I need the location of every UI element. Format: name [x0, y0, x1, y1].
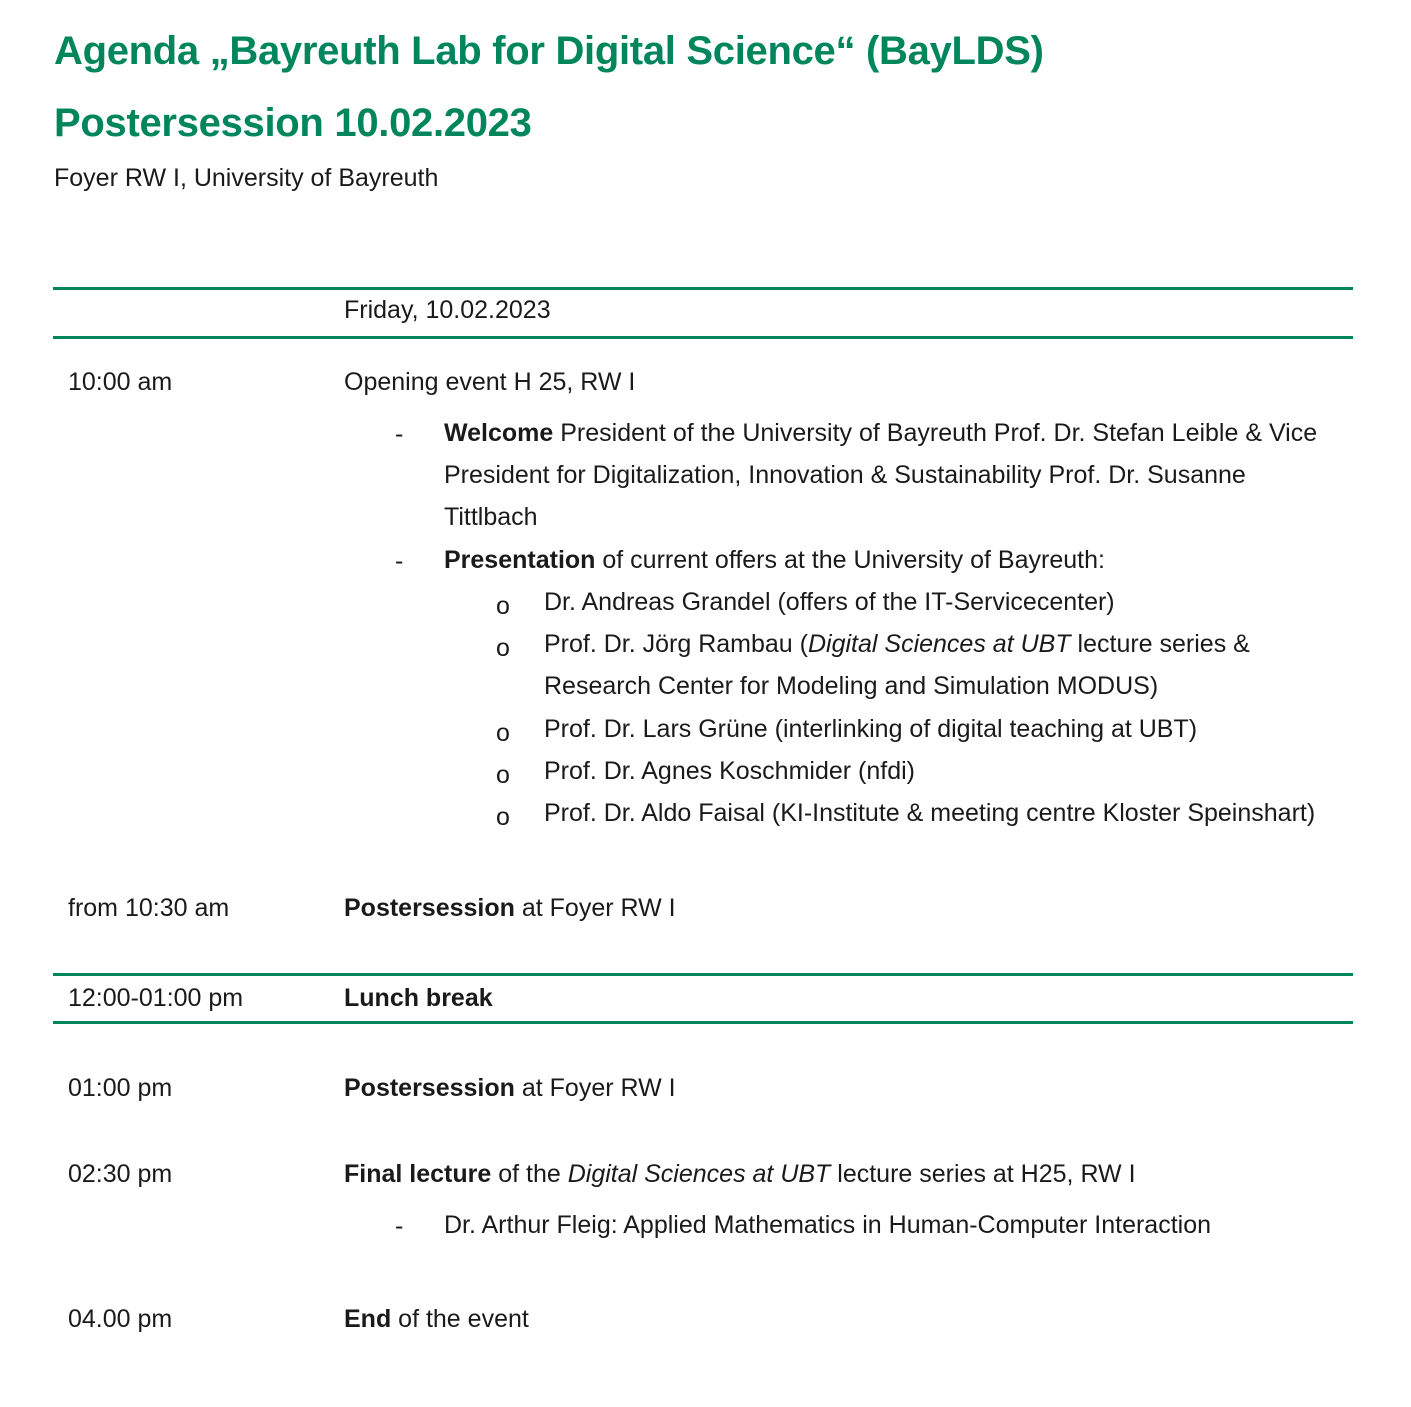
postersession-time: from 10:30 am: [68, 894, 230, 922]
page-title: Agenda „Bayreuth Lab for Digital Science“ (BayLDS): [54, 29, 1044, 73]
postersession-entry: [344, 892, 676, 924]
presenter-item: Prof. Dr. Lars Grüne (interlinking of digital teaching at UBT): [544, 715, 1198, 743]
presenter-text: Prof. Dr. Jörg Rambau (: [544, 630, 808, 658]
dash-marker: -: [395, 547, 404, 575]
final-lecture-text: of the: [491, 1160, 568, 1188]
final-lecture-text: lecture series at H25, RW I: [830, 1160, 1136, 1188]
welcome-item: [444, 412, 1344, 538]
day-heading: Friday, 10.02.2023: [344, 296, 551, 324]
lunch-time: 12:00-01:00 pm: [68, 984, 244, 1012]
bullet-marker: o: [496, 719, 510, 747]
bullet-marker: o: [496, 634, 510, 662]
welcome-text: President of the University of Bayreuth Prof. Dr. Stefan Leible & Vice President for Digitalization, Innovation & Sustainability Prof. Dr. Susanne Tittlbach: [444, 419, 1318, 531]
bullet-marker: o: [496, 761, 510, 789]
dash-marker: -: [395, 420, 404, 448]
postersession-entry: [344, 1072, 676, 1104]
presenter-item: [544, 623, 1344, 707]
presentation-label: Presentation: [444, 546, 596, 574]
opening-title: Opening event H 25, RW I: [344, 368, 636, 396]
end-label: End: [344, 1305, 392, 1333]
lecture-series-name: Digital Sciences at UBT: [567, 1160, 831, 1188]
postersession-label: Postersession: [344, 1074, 515, 1102]
end-time: 04.00 pm: [68, 1305, 173, 1333]
end-entry: [344, 1303, 529, 1335]
dash-marker: -: [395, 1212, 404, 1240]
presentation-text: of current offers at the University of Bayreuth:: [595, 546, 1105, 574]
location-text: Foyer RW I, University of Bayreuth: [54, 164, 439, 192]
final-lecture-label: Final lecture: [344, 1160, 492, 1188]
postersession-label: Postersession: [344, 894, 515, 922]
welcome-label: Welcome: [444, 419, 554, 447]
opening-time: 10:00 am: [68, 368, 173, 396]
lunch-bottom-rule: [53, 1021, 1353, 1024]
lecture-series-name: Digital Sciences at UBT: [807, 630, 1071, 658]
presenter-item: Prof. Dr. Agnes Koschmider (nfdi): [544, 757, 915, 785]
presentation-item: [444, 539, 1344, 581]
bullet-marker: o: [496, 803, 510, 831]
page-subtitle-date: Postersession 10.02.2023: [54, 101, 532, 145]
postersession-time: 01:00 pm: [68, 1074, 173, 1102]
postersession-location: at Foyer RW I: [514, 1074, 676, 1102]
lunch-entry: [344, 982, 493, 1014]
final-lecture-entry: [344, 1158, 1136, 1190]
bullet-marker: o: [496, 592, 510, 620]
final-lecture-time: 02:30 pm: [68, 1160, 173, 1188]
table-top-rule: [53, 287, 1353, 290]
lunch-top-rule: [53, 973, 1353, 976]
postersession-location: at Foyer RW I: [514, 894, 676, 922]
presenter-text: lecture series & Research Center for Modeling and Simulation MODUS): [544, 630, 1250, 700]
talk-item: Dr. Arthur Fleig: Applied Mathematics in Human-Computer Interaction: [444, 1211, 1212, 1239]
lunch-label: Lunch break: [344, 984, 493, 1012]
presenter-item: Dr. Andreas Grandel (offers of the IT-Servicecenter): [544, 588, 1115, 616]
presenter-item: Prof. Dr. Aldo Faisal (KI-Institute & meeting centre Kloster Speinshart): [544, 799, 1316, 827]
end-text: of the event: [391, 1305, 529, 1333]
header-bottom-rule: [53, 336, 1353, 339]
